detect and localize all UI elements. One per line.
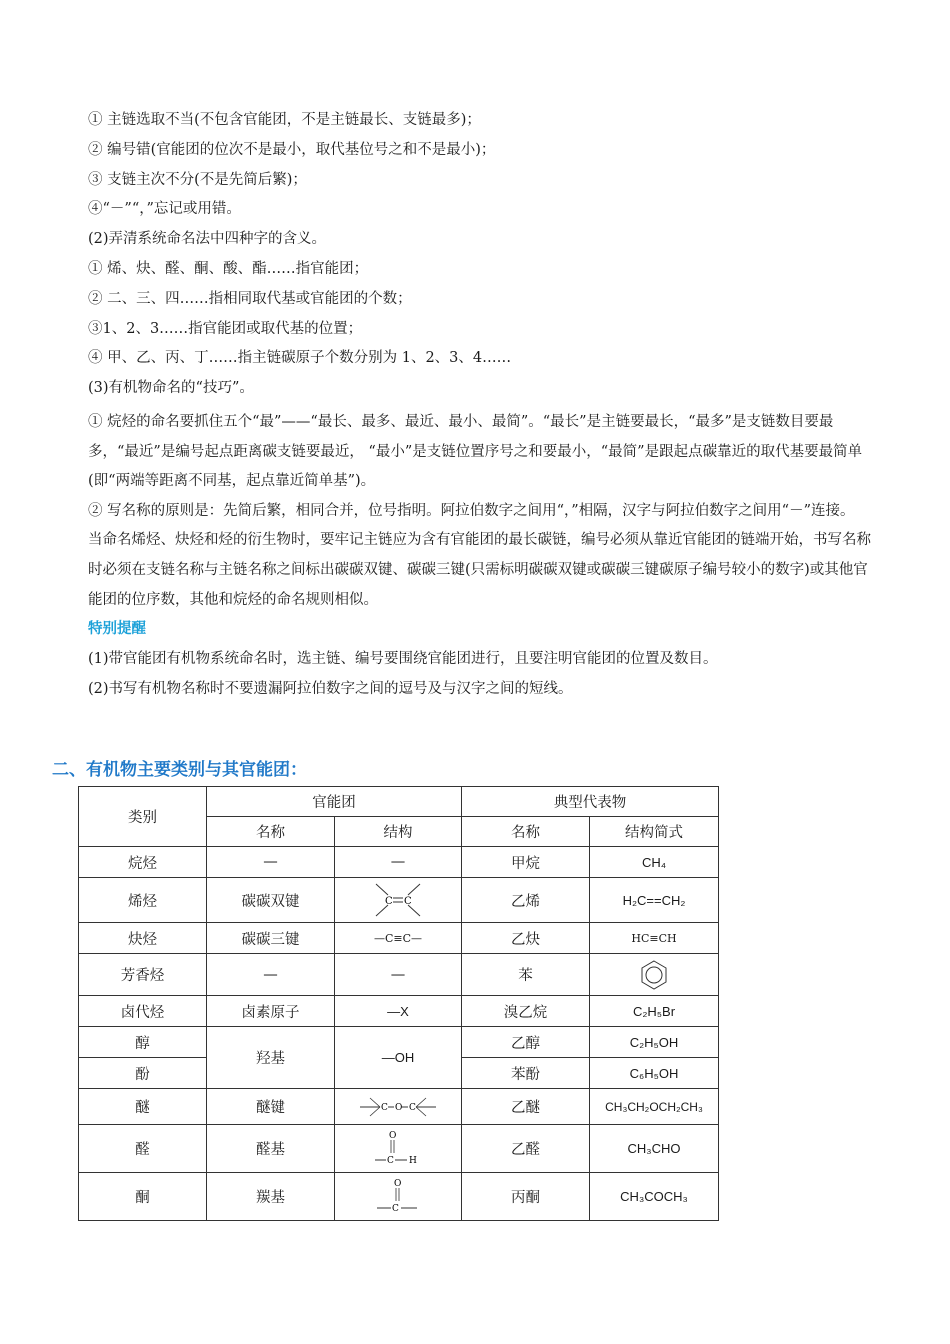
benzene-ring-icon bbox=[590, 954, 719, 996]
table-row bbox=[79, 847, 719, 878]
cell-group-name: 羟基 bbox=[207, 1027, 335, 1089]
table-row bbox=[79, 1173, 719, 1221]
text-line: ④“－”“，”忘记或用错。 bbox=[88, 201, 241, 218]
cell-category: 芳香烃 bbox=[79, 954, 207, 996]
svg-text:O: O bbox=[394, 1178, 402, 1189]
cell-formula: H₂C==CH₂ bbox=[590, 878, 719, 923]
cell-group-name: 羰基 bbox=[207, 1173, 335, 1221]
cell-group-name: — bbox=[207, 847, 335, 878]
header-category: 类别 bbox=[79, 787, 207, 847]
cell-group-struct: —C≡C— bbox=[335, 923, 462, 954]
header-name: 名称 bbox=[207, 817, 335, 847]
table-row bbox=[79, 996, 719, 1027]
svg-text:C: C bbox=[409, 1102, 416, 1113]
cell-rep-name: 乙醚 bbox=[462, 1089, 590, 1125]
svg-text:C: C bbox=[385, 896, 393, 907]
table-row bbox=[79, 1089, 719, 1125]
paragraph: ② 写名称的原则是：先简后繁，相同合并，位号指明。阿拉伯数字之间用“，”相隔，汉字与阿拉伯数字之间用“－”连接。 bbox=[88, 502, 855, 519]
cell-group-struct: — bbox=[335, 954, 462, 996]
tip-title: 特别提醒 bbox=[88, 621, 146, 638]
cell-category: 炔烃 bbox=[79, 923, 207, 954]
section-title: 二、有机物主要类别与其官能团： bbox=[52, 760, 307, 780]
cell-rep-name: 乙烯 bbox=[462, 878, 590, 923]
header-rep: 典型代表物 bbox=[462, 787, 719, 817]
carbonyl-structure-icon bbox=[335, 1173, 462, 1221]
text-line: ③ 支链主次不分(不是先简后繁)； bbox=[88, 171, 307, 188]
table-row bbox=[79, 923, 719, 954]
cell-rep-name: 乙炔 bbox=[462, 923, 590, 954]
cell-category: 烷烃 bbox=[79, 847, 207, 878]
svg-text:O: O bbox=[395, 1102, 403, 1113]
table-row bbox=[79, 878, 719, 923]
cell-formula: CH₃COCH₃ bbox=[590, 1173, 719, 1221]
aldehyde-structure-icon bbox=[335, 1125, 462, 1173]
svg-text:C: C bbox=[392, 1203, 399, 1214]
cell-rep-name: 苯酚 bbox=[462, 1058, 590, 1089]
svg-text:C: C bbox=[387, 1155, 394, 1166]
table-row bbox=[79, 1125, 719, 1173]
cell-formula: C₆H₅OH bbox=[590, 1058, 719, 1089]
header-struct: 结构 bbox=[335, 817, 462, 847]
cell-group-name: 碳碳双键 bbox=[207, 878, 335, 923]
cell-formula: C₂H₅OH bbox=[590, 1027, 719, 1058]
text-line: ④ 甲、乙、丙、丁……指主链碳原子个数分别为 1、2、3、4…… bbox=[88, 350, 512, 367]
tip-line: (2)书写有机物名称时不要遗漏阿拉伯数字之间的逗号及与汉字之间的短线。 bbox=[88, 680, 573, 697]
cell-category: 烯烃 bbox=[79, 878, 207, 923]
paragraph: ① 烷烃的命名要抓住五个“最”——“最长、最多、最近、最小、最简”。“最长”是主链要最长，“最多”是支链数目要最多，“最近”是编号起点距离碳支链要最近， “最小”是支链位置序号之和要最小，“最简”是跟起点碳靠近的取代基要最简单(即“两端等距离不同基，起点靠近简单基”)。 bbox=[88, 413, 863, 490]
cell-formula: C₂H₅Br bbox=[590, 996, 719, 1027]
header-formula: 结构简式 bbox=[590, 817, 719, 847]
cell-group-name: 碳碳三键 bbox=[207, 923, 335, 954]
cell-group-name: 醚键 bbox=[207, 1089, 335, 1125]
cell-rep-name: 乙醛 bbox=[462, 1125, 590, 1173]
text-line: ① 主链选取不当(不包含官能团，不是主链最长、支链最多)； bbox=[88, 112, 481, 128]
c-double-c-structure-icon bbox=[335, 878, 462, 923]
cell-group-struct: — bbox=[335, 847, 462, 878]
cell-rep-name: 甲烷 bbox=[462, 847, 590, 878]
cell-rep-name: 苯 bbox=[462, 954, 590, 996]
cell-category: 醛 bbox=[79, 1125, 207, 1173]
text-line: (2)弄清系统命名法中四种字的含义。 bbox=[88, 231, 327, 248]
cell-group-name: 醛基 bbox=[207, 1125, 335, 1173]
cell-category: 醚 bbox=[79, 1089, 207, 1125]
cell-formula: CH₄ bbox=[590, 847, 719, 878]
svg-text:O: O bbox=[389, 1130, 397, 1141]
cell-rep-name: 乙醇 bbox=[462, 1027, 590, 1058]
paragraph: 当命名烯烃、炔烃和烃的衍生物时，要牢记主链应为含有官能团的最长碳链，编号必须从靠近官能团的链端开始，书写名称时必须在支链名称与主链名称之间标出碳碳双键、碳碳三键(只需标明碳碳双键或碳碳三键碳原子编号较小的数字)或其他官能团的位序数，其他和烷烃的命名规则相似。 bbox=[88, 532, 871, 608]
svg-text:C: C bbox=[404, 896, 412, 907]
cell-category: 醇 bbox=[79, 1027, 207, 1058]
cell-group-struct: —OH bbox=[335, 1027, 462, 1089]
functional-group-table bbox=[78, 786, 719, 1221]
cell-category: 卤代烃 bbox=[79, 996, 207, 1027]
tip-line: (1)带官能团有机物系统命名时，选主链、编号要围绕官能团进行，且要注明官能团的位置及数目。 bbox=[88, 650, 718, 667]
text-line: ② 二、三、四……指相同取代基或官能团的个数； bbox=[88, 290, 412, 307]
svg-text:H: H bbox=[409, 1155, 417, 1166]
cell-group-name: 卤素原子 bbox=[207, 996, 335, 1027]
cell-group-struct: —X bbox=[335, 996, 462, 1027]
text-line: ③1、2、3……指官能团或取代基的位置； bbox=[88, 320, 363, 337]
ether-structure-icon bbox=[335, 1089, 462, 1125]
cell-formula: CH₃CH₂OCH₂CH₃ bbox=[590, 1089, 719, 1125]
cell-formula: HC≡CH bbox=[590, 923, 719, 954]
header-group: 官能团 bbox=[207, 787, 462, 817]
text-line: (3)有机物命名的“技巧”。 bbox=[88, 380, 254, 397]
table-row bbox=[79, 1027, 719, 1058]
cell-category: 酚 bbox=[79, 1058, 207, 1089]
cell-rep-name: 溴乙烷 bbox=[462, 996, 590, 1027]
text-line: ① 烯、炔、醛、酮、酸、酯……指官能团； bbox=[88, 260, 369, 277]
cell-category: 酮 bbox=[79, 1173, 207, 1221]
table-row bbox=[79, 954, 719, 996]
cell-group-name: — bbox=[207, 954, 335, 996]
cell-formula: CH₃CHO bbox=[590, 1125, 719, 1173]
text-line: ② 编号错(官能团的位次不是最小，取代基位号之和不是最小)； bbox=[88, 141, 496, 158]
header-rep-name: 名称 bbox=[462, 817, 590, 847]
body-text bbox=[88, 110, 878, 709]
svg-text:C: C bbox=[381, 1102, 388, 1113]
cell-rep-name: 丙酮 bbox=[462, 1173, 590, 1221]
